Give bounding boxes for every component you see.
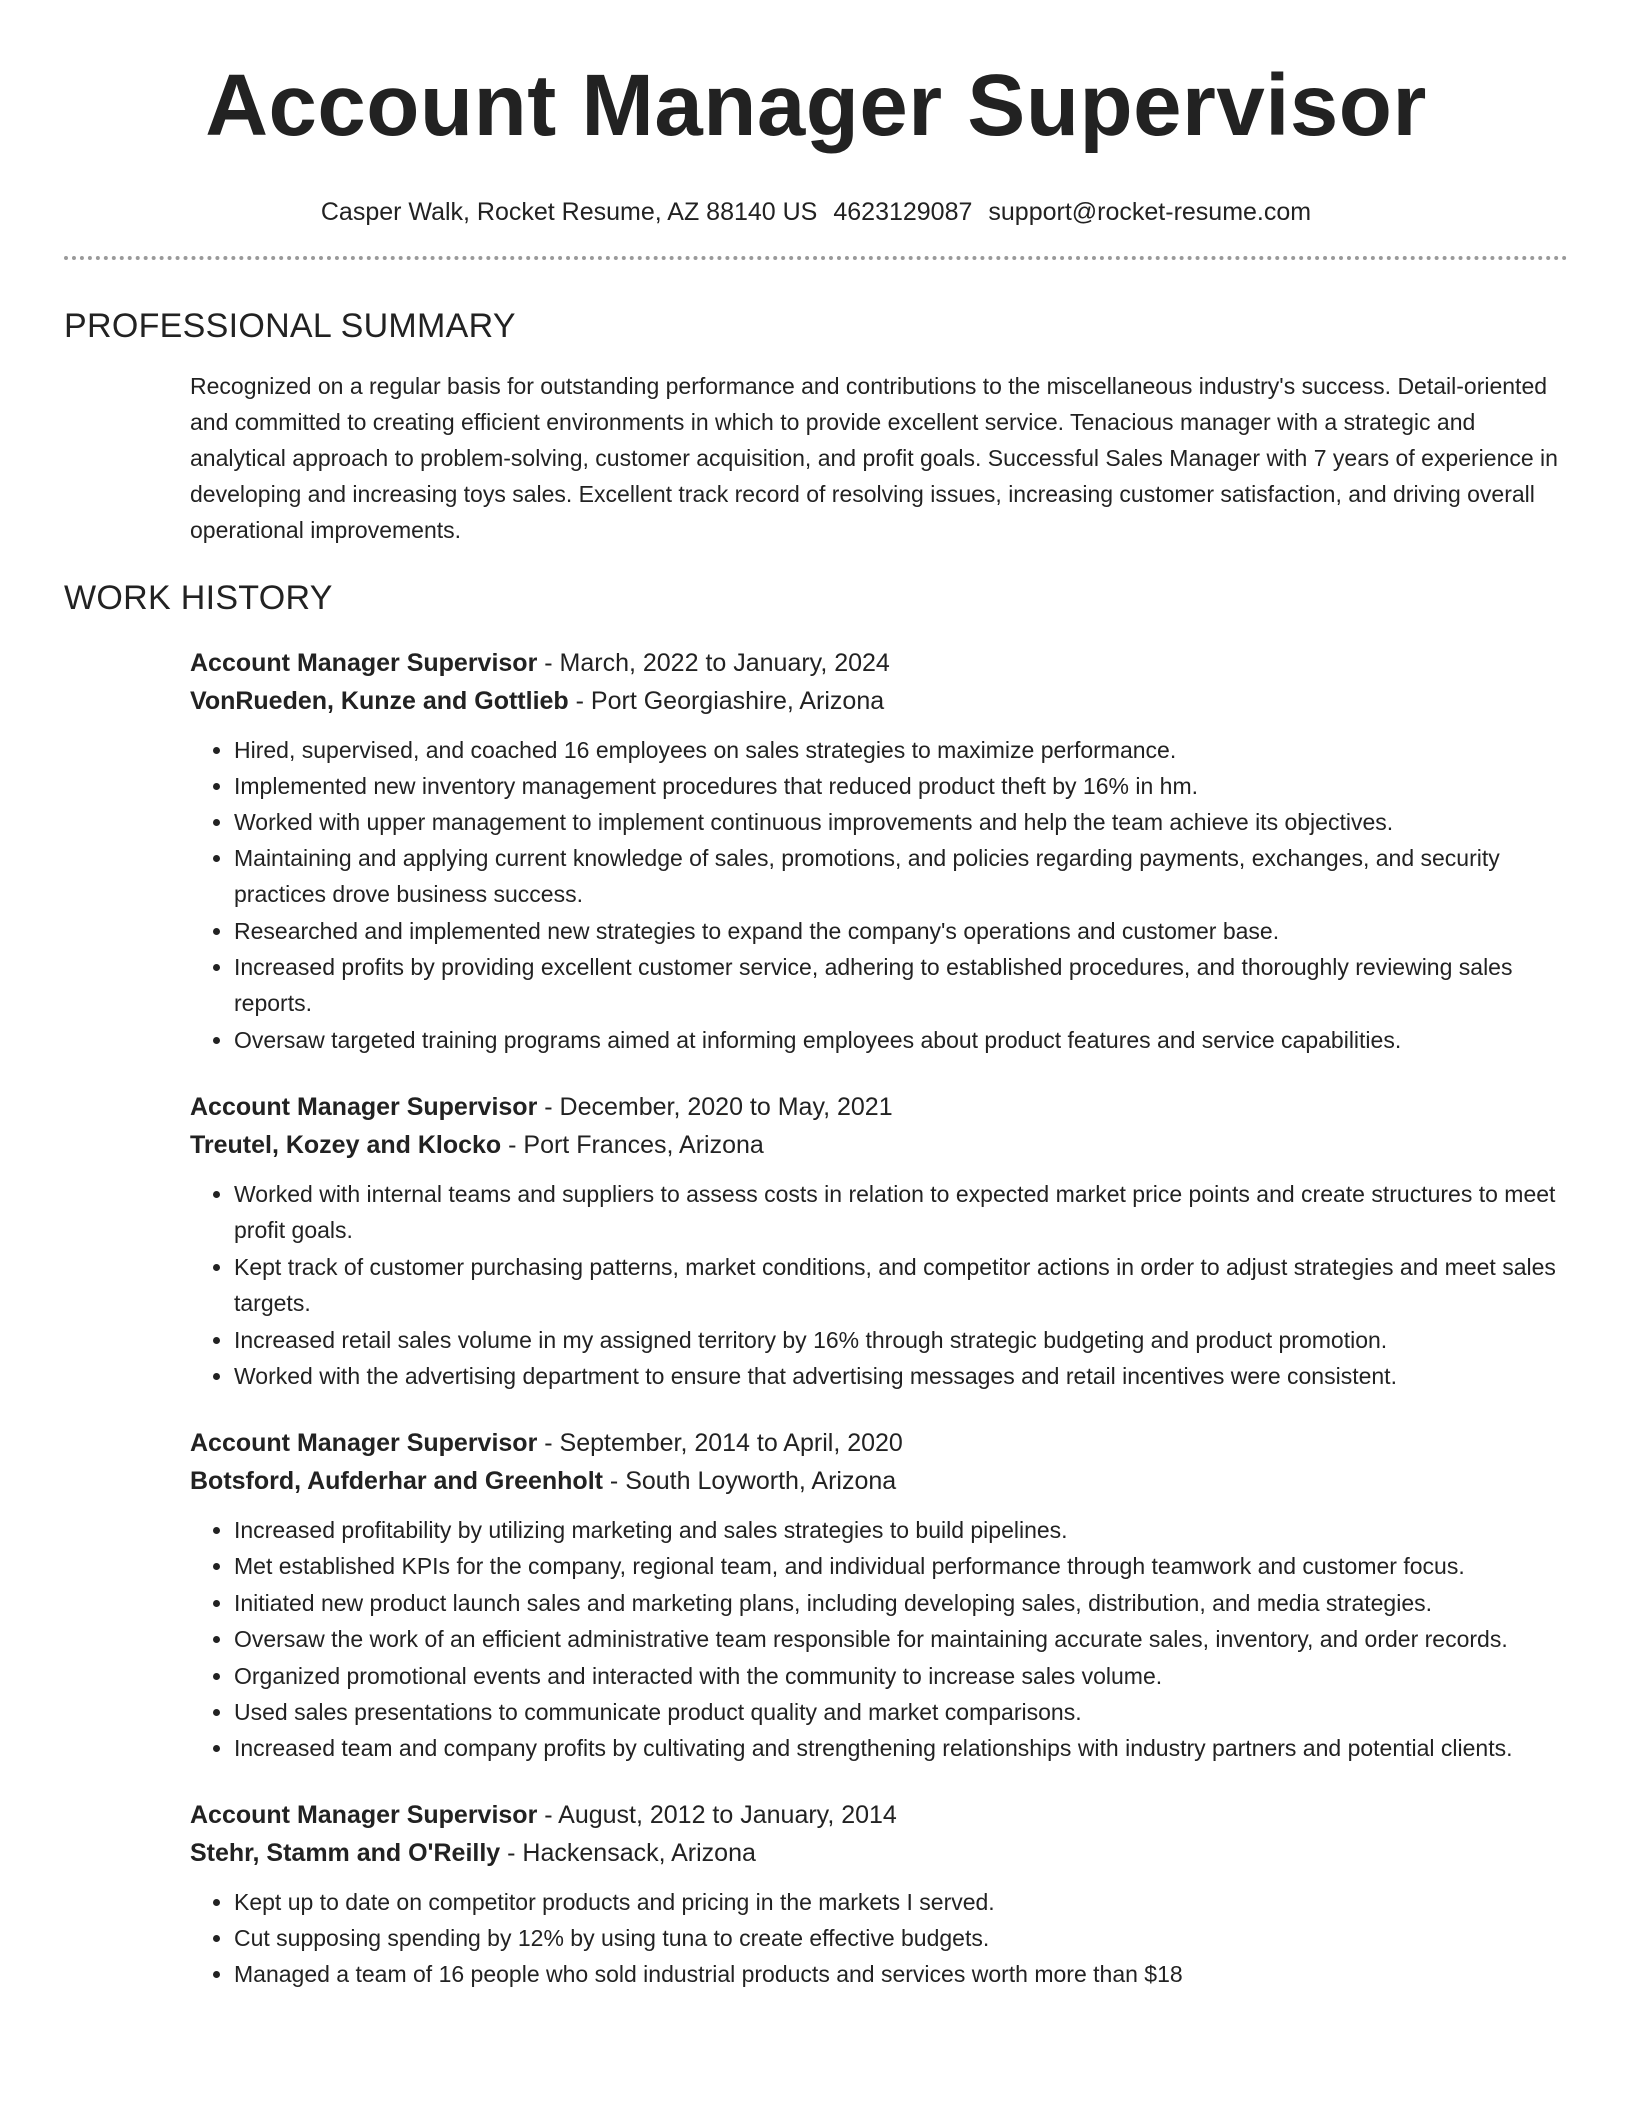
job-dates: - December, 2020 to May, 2021	[537, 1093, 893, 1121]
contact-address: Casper Walk, Rocket Resume, AZ 88140 US	[320, 198, 818, 226]
job-dates: - August, 2012 to January, 2014	[537, 1801, 897, 1829]
job-role: Account Manager Supervisor	[190, 1801, 538, 1829]
job-bullet: • Maintaining and applying current knowledge of sales, promotions, and policies regarding payments, exchanges, and security practices drove business success.	[234, 840, 1568, 912]
job-role: Account Manager Supervisor	[190, 1093, 538, 1121]
job-role-line	[190, 1796, 1568, 1834]
job-location: - Port Georgiashire, Arizona	[568, 687, 885, 715]
section-title-summary: PROFESSIONAL SUMMARY	[64, 307, 516, 345]
section-title-work-history: WORK HISTORY	[64, 579, 333, 617]
job-bullet: • Implemented new inventory management procedures that reduced product theft by 16% in hm.	[234, 768, 1568, 804]
job-bullet: • Oversaw the work of an efficient administrative team responsible for maintaining accurate sales, inventory, and order records.	[234, 1621, 1568, 1657]
job-role: Account Manager Supervisor	[190, 1429, 538, 1457]
job-bullet: • Worked with the advertising department to ensure that advertising messages and retail incentives were consistent.	[234, 1358, 1568, 1394]
job-bullets	[190, 1884, 1568, 1992]
job-bullet: • Met established KPIs for the company, regional team, and individual performance through teamwork and customer focus.	[234, 1548, 1568, 1584]
job-bullet: • Used sales presentations to communicate product quality and market comparisons.	[234, 1694, 1568, 1730]
contact-email: support@rocket-resume.com	[988, 198, 1312, 226]
job-bullet: • Increased retail sales volume in my assigned territory by 16% through strategic budgeting and product promotion.	[234, 1322, 1568, 1358]
job-bullet: • Oversaw targeted training programs aimed at informing employees about product features and service capabilities.	[234, 1022, 1568, 1058]
job-bullet: • Managed a team of 16 people who sold industrial products and services worth more than $18	[234, 1956, 1568, 1992]
job-entry	[190, 1796, 1568, 1992]
job-bullet: • Initiated new product launch sales and marketing plans, including developing sales, distribution, and media strategies.	[234, 1585, 1568, 1621]
candidate-name: Account Manager Supervisor	[205, 57, 1427, 154]
job-bullet: • Worked with upper management to implement continuous improvements and help the team achieve its objectives.	[234, 804, 1568, 840]
job-company: Stehr, Stamm and O'Reilly	[190, 1839, 501, 1867]
job-dates: - September, 2014 to April, 2020	[537, 1429, 903, 1457]
job-entry	[190, 644, 1568, 1058]
job-bullets	[190, 732, 1568, 1058]
job-bullet: • Increased team and company profits by cultivating and strengthening relationships with industry partners and potential clients.	[234, 1730, 1568, 1766]
job-bullet: • Increased profits by providing excellent customer service, adhering to established procedures, and thoroughly reviewing sales reports.	[234, 949, 1568, 1021]
job-bullet: • Kept track of customer purchasing patterns, market conditions, and competitor actions in order to adjust strategies and meet sales targets.	[234, 1249, 1568, 1321]
job-bullet: • Organized promotional events and interacted with the community to increase sales volume.	[234, 1658, 1568, 1694]
job-bullet: • Researched and implemented new strategies to expand the company's operations and customer base.	[234, 913, 1568, 949]
job-bullet: • Cut supposing spending by 12% by using tuna to create effective budgets.	[234, 1920, 1568, 1956]
job-entry	[190, 1424, 1568, 1766]
job-bullet: • Kept up to date on competitor products and pricing in the markets I served.	[234, 1884, 1568, 1920]
job-bullets	[190, 1176, 1568, 1394]
job-company: Botsford, Aufderhar and Greenholt	[190, 1467, 603, 1495]
job-location: - Hackensack, Arizona	[500, 1839, 756, 1867]
job-company-line	[190, 1834, 1568, 1872]
summary-text: Recognized on a regular basis for outstanding performance and contributions to the miscellaneous industry's success. Detail-oriented and committed to creating efficient environments in which to provide excellent service. Tenacious manager with a strategic and analytical approach to problem-solving, customer acquisition, and profit goals. Successful Sales Manager with 7 years of experience in developing and increasing toys sales. Excellent track record of resolving issues, increasing customer satisfaction, and driving overall operational improvements.	[190, 373, 1558, 543]
job-role-line	[190, 1424, 1568, 1462]
job-company-line	[190, 1462, 1568, 1500]
job-bullet: • Worked with internal teams and suppliers to assess costs in relation to expected market price points and create structures to meet profit goals.	[234, 1176, 1568, 1248]
job-company-line	[190, 1126, 1568, 1164]
job-location: - South Loyworth, Arizona	[602, 1467, 897, 1495]
job-dates: - March, 2022 to January, 2024	[537, 649, 890, 677]
contact-phone: 4623129087	[833, 198, 973, 226]
job-role: Account Manager Supervisor	[190, 649, 538, 677]
job-company-line	[190, 682, 1568, 720]
job-bullet: • Increased profitability by utilizing marketing and sales strategies to build pipelines.	[234, 1512, 1568, 1548]
job-company: VonRueden, Kunze and Gottlieb	[190, 687, 569, 715]
job-role-line	[190, 1088, 1568, 1126]
job-bullets	[190, 1512, 1568, 1766]
job-company: Treutel, Kozey and Klocko	[190, 1131, 502, 1159]
job-location: - Port Frances, Arizona	[501, 1131, 764, 1159]
job-role-line	[190, 644, 1568, 682]
header-divider	[64, 256, 1568, 260]
job-bullet: • Hired, supervised, and coached 16 employees on sales strategies to maximize performance.	[234, 732, 1568, 768]
job-entry	[190, 1088, 1568, 1394]
contact-line	[64, 196, 1568, 228]
